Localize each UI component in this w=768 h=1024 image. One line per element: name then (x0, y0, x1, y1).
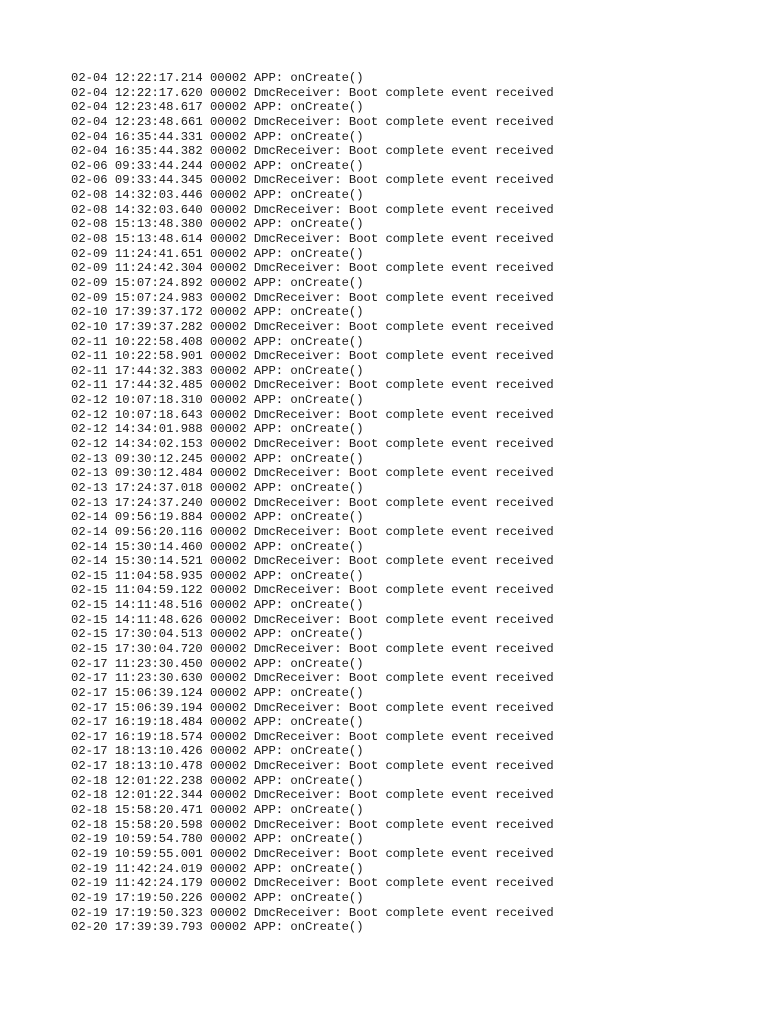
log-line: 02-13 09:30:12.484 00002 DmcReceiver: Boot complete event received (71, 466, 554, 481)
log-line: 02-15 11:04:59.122 00002 DmcReceiver: Boot complete event received (71, 583, 554, 598)
log-line: 02-04 12:23:48.617 00002 APP: onCreate() (71, 100, 364, 115)
log-line: 02-08 14:32:03.640 00002 DmcReceiver: Boot complete event received (71, 202, 554, 217)
log-line: 02-09 11:24:42.304 00002 DmcReceiver: Boot complete event received (71, 261, 554, 276)
log-line: 02-09 15:07:24.892 00002 APP: onCreate() (71, 275, 364, 290)
log-line: 02-20 17:39:39.793 00002 APP: onCreate() (71, 920, 364, 935)
log-line: 02-18 12:01:22.238 00002 APP: onCreate() (71, 773, 364, 788)
log-line: 02-12 10:07:18.310 00002 APP: onCreate() (71, 393, 364, 408)
log-line: 02-19 10:59:54.780 00002 APP: onCreate() (71, 832, 364, 847)
log-line: 02-12 14:34:01.988 00002 APP: onCreate() (71, 422, 364, 437)
log-line: 02-18 15:58:20.471 00002 APP: onCreate() (71, 803, 364, 818)
log-line: 02-19 10:59:55.001 00002 DmcReceiver: Boot complete event received (71, 846, 554, 861)
log-line: 02-04 12:22:17.620 00002 DmcReceiver: Boot complete event received (71, 85, 554, 100)
log-line: 02-04 16:35:44.331 00002 APP: onCreate() (71, 129, 364, 144)
log-line: 02-15 14:11:48.516 00002 APP: onCreate() (71, 598, 364, 613)
log-line: 02-17 18:13:10.426 00002 APP: onCreate() (71, 744, 364, 759)
log-line: 02-18 12:01:22.344 00002 DmcReceiver: Boot complete event received (71, 788, 554, 803)
log-line: 02-17 18:13:10.478 00002 DmcReceiver: Boot complete event received (71, 759, 554, 774)
log-line: 02-17 15:06:39.194 00002 DmcReceiver: Boot complete event received (71, 700, 554, 715)
log-line: 02-14 09:56:19.884 00002 APP: onCreate() (71, 510, 364, 525)
log-line: 02-09 11:24:41.651 00002 APP: onCreate() (71, 246, 364, 261)
log-line: 02-19 17:19:50.323 00002 DmcReceiver: Boot complete event received (71, 905, 554, 920)
log-line: 02-17 16:19:18.484 00002 APP: onCreate() (71, 715, 364, 730)
log-line: 02-10 17:39:37.172 00002 APP: onCreate() (71, 305, 364, 320)
log-text-block (71, 71, 554, 935)
log-line: 02-11 17:44:32.383 00002 APP: onCreate() (71, 363, 364, 378)
log-line: 02-11 10:22:58.408 00002 APP: onCreate() (71, 334, 364, 349)
log-line: 02-17 11:23:30.450 00002 APP: onCreate() (71, 656, 364, 671)
log-line: 02-10 17:39:37.282 00002 DmcReceiver: Boot complete event received (71, 319, 554, 334)
log-line: 02-14 09:56:20.116 00002 DmcReceiver: Boot complete event received (71, 524, 554, 539)
log-line: 02-08 15:13:48.614 00002 DmcReceiver: Boot complete event received (71, 232, 554, 247)
log-line: 02-18 15:58:20.598 00002 DmcReceiver: Boot complete event received (71, 817, 554, 832)
log-line: 02-17 11:23:30.630 00002 DmcReceiver: Boot complete event received (71, 671, 554, 686)
log-line: 02-14 15:30:14.460 00002 APP: onCreate() (71, 539, 364, 554)
log-line: 02-13 17:24:37.240 00002 DmcReceiver: Boot complete event received (71, 495, 554, 510)
log-line: 02-17 15:06:39.124 00002 APP: onCreate() (71, 685, 364, 700)
log-line: 02-19 17:19:50.226 00002 APP: onCreate() (71, 890, 364, 905)
log-line: 02-12 14:34:02.153 00002 DmcReceiver: Boot complete event received (71, 437, 554, 452)
log-line: 02-15 14:11:48.626 00002 DmcReceiver: Boot complete event received (71, 612, 554, 627)
log-line: 02-09 15:07:24.983 00002 DmcReceiver: Boot complete event received (71, 290, 554, 305)
log-line: 02-15 11:04:58.935 00002 APP: onCreate() (71, 568, 364, 583)
log-line: 02-15 17:30:04.513 00002 APP: onCreate() (71, 627, 364, 642)
log-line: 02-11 17:44:32.485 00002 DmcReceiver: Boot complete event received (71, 378, 554, 393)
log-line: 02-06 09:33:44.345 00002 DmcReceiver: Boot complete event received (71, 173, 554, 188)
log-line: 02-19 11:42:24.179 00002 DmcReceiver: Boot complete event received (71, 876, 554, 891)
log-line: 02-14 15:30:14.521 00002 DmcReceiver: Boot complete event received (71, 554, 554, 569)
log-line: 02-04 16:35:44.382 00002 DmcReceiver: Boot complete event received (71, 144, 554, 159)
log-line: 02-06 09:33:44.244 00002 APP: onCreate() (71, 158, 364, 173)
log-line: 02-08 14:32:03.446 00002 APP: onCreate() (71, 188, 364, 203)
log-line: 02-13 17:24:37.018 00002 APP: onCreate() (71, 480, 364, 495)
log-line: 02-19 11:42:24.019 00002 APP: onCreate() (71, 861, 364, 876)
log-line: 02-04 12:23:48.661 00002 DmcReceiver: Boot complete event received (71, 114, 554, 129)
log-line: 02-08 15:13:48.380 00002 APP: onCreate() (71, 217, 364, 232)
log-line: 02-13 09:30:12.245 00002 APP: onCreate() (71, 451, 364, 466)
log-line: 02-11 10:22:58.901 00002 DmcReceiver: Boot complete event received (71, 349, 554, 364)
log-line: 02-17 16:19:18.574 00002 DmcReceiver: Boot complete event received (71, 729, 554, 744)
log-line: 02-15 17:30:04.720 00002 DmcReceiver: Boot complete event received (71, 641, 554, 656)
log-line: 02-12 10:07:18.643 00002 DmcReceiver: Boot complete event received (71, 407, 554, 422)
log-line: 02-04 12:22:17.214 00002 APP: onCreate() (71, 71, 364, 85)
